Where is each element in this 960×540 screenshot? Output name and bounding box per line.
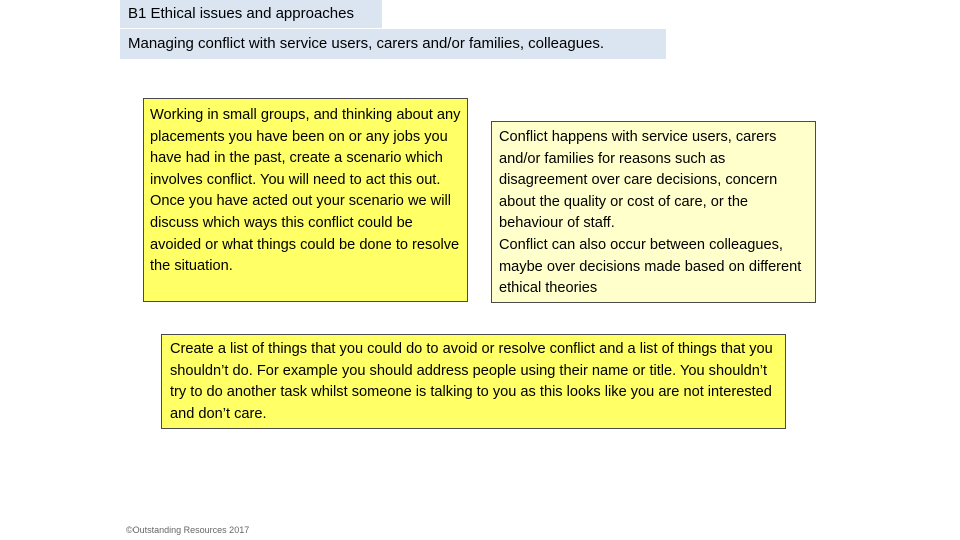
slide-subtitle: Managing conflict with service users, carers and/or families, colleagues. bbox=[120, 29, 666, 59]
copyright-notice: ©Outstanding Resources 2017 bbox=[126, 525, 250, 535]
conflict-info-paragraph-2: Conflict can also occur between colleagues, maybe over decisions made based on different ethical theories bbox=[499, 236, 802, 297]
list-task-text: Create a list of things that you could do to avoid or resolve conflict and a list of things that you shouldn’t do. For example you should address people using their name or title. You shouldn’t try to do another task whilst someone is talking to you as this looks like you are not interested and don’t care. bbox=[170, 341, 773, 422]
group-task-text: Working in small groups, and thinking about any placements you have been on or any jobs you have had in the past, create a scenario which involves conflict. You will need to act this out. Once you have acted out your scenario we will discuss which ways this conflict could be avoided or what things could be done to resolve the situation. bbox=[150, 107, 461, 275]
list-task-box bbox=[161, 334, 786, 429]
conflict-info-paragraph-1: Conflict happens with service users, carers and/or families for reasons such as disagreement over care decisions, concern about the quality or cost of care, or the behaviour of staff. bbox=[499, 129, 778, 232]
conflict-info-box bbox=[491, 121, 816, 303]
group-task-box bbox=[143, 98, 468, 302]
slide-title: B1 Ethical issues and approaches bbox=[120, 0, 382, 28]
